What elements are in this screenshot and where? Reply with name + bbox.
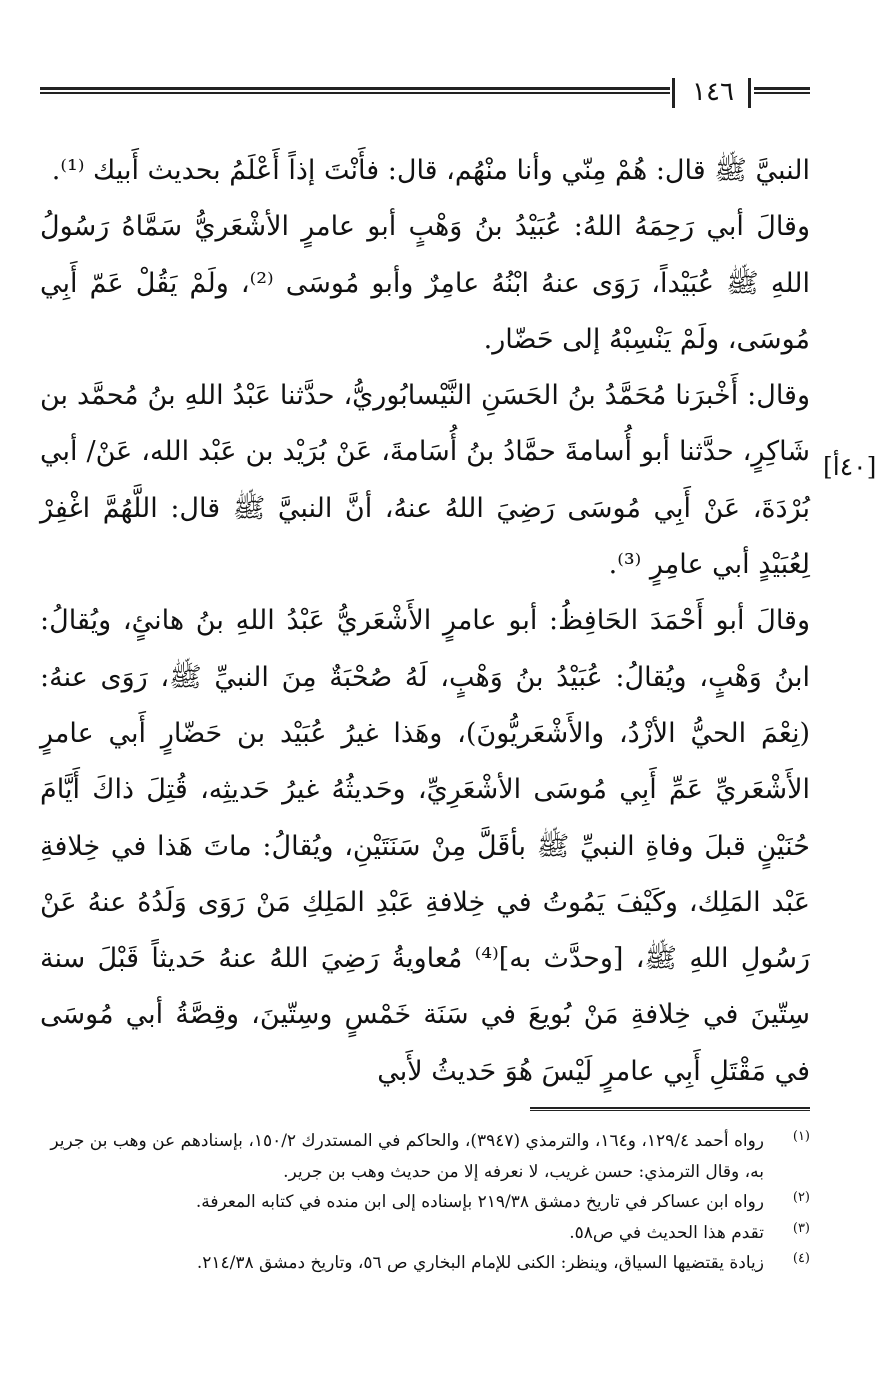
header-rule-right [754, 87, 810, 94]
footnote-mark: (١) [792, 1129, 810, 1144]
footnote [40, 1187, 810, 1218]
footnotes [40, 1126, 810, 1279]
paragraph: وقالَ أبي رَحِمَهُ اللهُ: عُبَيْدُ بنُ وَهْبٍ أبو عامرٍ الأشْعَريُّ سَمَّاهُ رَسُولُ اللهِ ﷺ عُبَيْداً، رَوَى عنهُ ابْنُهُ عامِرٌ وأبو مُوسَى ⁽²⁾، ولَمْ يَقُلْ عَمّ أَبِي مُوسَى، ولَمْ يَنْسِبْهُ إلى حَضّار. [40, 211, 810, 355]
footnote-mark: (٢) [792, 1190, 810, 1205]
paragraph: وقالَ أبو أَحْمَدَ الحَافِظُ: أبو عامرٍ الأَشْعَريُّ عَبْدُ اللهِ بنُ هانئٍ، ويُقالُ: ابنُ وَهْبٍ، ويُقالُ: عُبَيْدُ بنُ وَهْبٍ، لَهُ صُحْبَةٌ مِنَ النبيِّ ﷺ، رَوَى عنهُ: (نِعْمَ الحيُّ الأزْدُ، والأَشْعَريُّونَ)، وهَذا غيرُ عُبَيْد بن حَضّارٍ أَبي عامرٍ الأَشْعَريِّ عَمِّ أَبِي مُوسَى الأشْعَرِيِّ، وحَديثُهُ غيرُ حَديثِه، قُتِلَ ذاكَ أَيَّامَ حُنَيْنٍ قبلَ وفاةِ النبيِّ ﷺ بأقَلَّ مِنْ سَنَتَيْنِ، ويُقالُ: ماتَ هَذا في خِلافةِ عَبْد المَلِك، وكَيْفَ يَمُوتُ في خِلافةِ عَبْدِ المَلِكِ مَنْ رَوَى وَلَدُهُ عنهُ عَنْ رَسُولِ اللهِ ﷺ، [وحدَّث به]⁽⁴⁾ مُعاويةُ رَضِيَ اللهُ عنهُ حَديثاً قَبْلَ سنة سِتّينَ في خِلافةِ مَنْ بُويعَ في سَنَة خَمْسٍ وسِتّينَ، وقِصَّةُ أبي مُوسَى في مَقْتَلِ أَبِي عامرٍ لَيْسَ هُوَ حَديثُ لأَبي [40, 605, 810, 1087]
manuscript-folio-note: [٤٠أ] [823, 452, 877, 481]
footnote-mark: (٤) [792, 1251, 810, 1266]
footnote-mark: (٣) [792, 1220, 810, 1236]
page-number: ١٤٦ [692, 77, 734, 107]
footnote-text: رواه ابن عساكر في تاريخ دمشق ٢١٩/٣٨ بإسناده إلى ابن منده في كتابه المعرفة. [195, 1192, 764, 1212]
page-header [40, 78, 810, 118]
paragraph: وقال: أَخْبرَنا مُحَمَّدُ بنُ الحَسَنِ النَّيْسابُوريُّ، حدَّثنا عَبْدُ اللهِ بنُ مُحمَّد بن شَاكِرٍ، حدَّثنا أبو أُسامةَ حمَّادُ بنُ أُسَامةَ، عَنْ بُرَيْد بن عَبْد الله، عَنْ/ أبي بُرْدَةَ، عَنْ أَبِي مُوسَى رَضِيَ اللهُ عنهُ، أنَّ النبيَّ ﷺ قال: اللَّهُمَّ اغْفِرْ لِعُبَيْدٍ أبي عامِرٍ ⁽³⁾. [40, 380, 810, 581]
header-rule-left [40, 87, 670, 94]
footnote-text: تقدم هذا الحديث في ص٥٨. [569, 1222, 764, 1243]
footnote [40, 1248, 810, 1279]
header-separator [672, 78, 675, 108]
footnote [40, 1126, 810, 1187]
header-separator [748, 78, 751, 108]
footnote-separator [530, 1107, 810, 1111]
footnote-text: رواه أحمد ١٢٩/٤، و١٦٤، والترمذي (٣٩٤٧)، والحاكم في المستدرك ١٥٠/٢، بإسنادهم عن وهب بن جرير به، وقال الترمذي: حسن غريب، لا نعرفه إلا من حديث وهب بن جرير. [50, 1131, 764, 1182]
footnote [40, 1218, 810, 1249]
footnote-text: زيادة يقتضيها السياق، وينظر: الكنى للإمام البخاري ص ٥٦، وتاريخ دمشق ٢١٤/٣٨. [196, 1253, 764, 1273]
paragraph: النبيَّ ﷺ قال: هُمْ مِنّي وأنا منْهُم، قال: فأَنْتَ إذاً أَعْلَمُ بحديث أَبيك ⁽¹⁾. [51, 155, 810, 186]
main-text [40, 143, 810, 1100]
